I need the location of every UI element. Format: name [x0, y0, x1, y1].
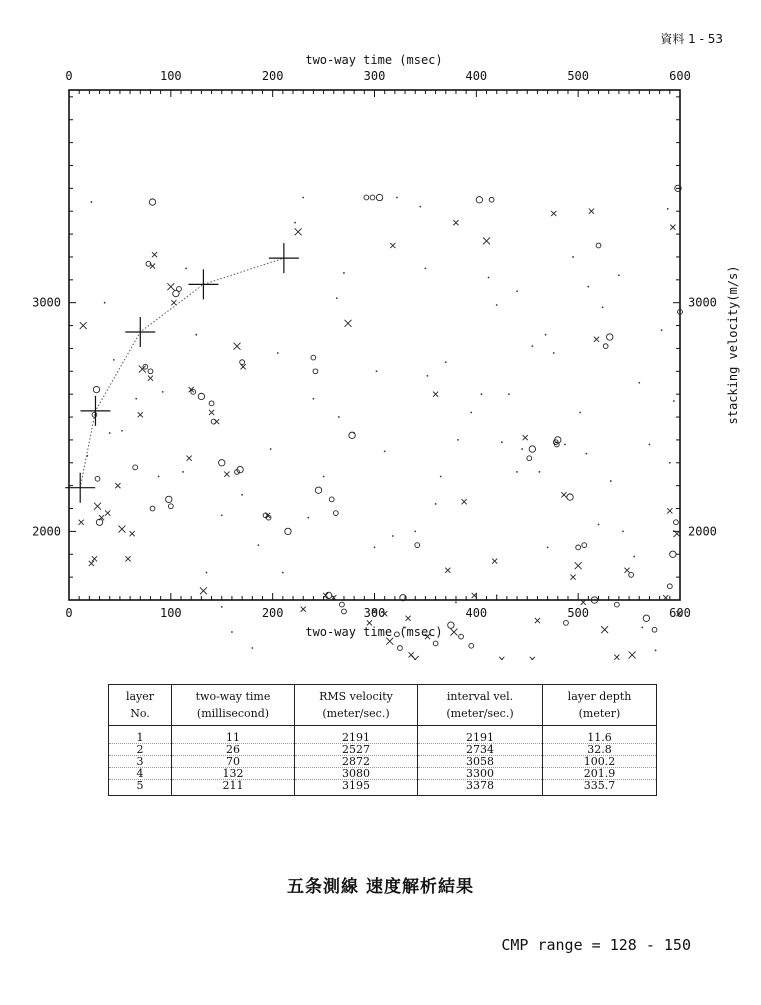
semblance-dot-point [667, 208, 669, 210]
table-row [109, 744, 657, 756]
semblance-circle-point [148, 369, 153, 374]
semblance-cross-point [80, 322, 87, 329]
semblance-circle-point [376, 194, 382, 200]
table-cell: 70 [172, 756, 295, 768]
x-tick-label-top: 200 [261, 69, 284, 83]
x-axis-label-bottom: two-way time (msec) [305, 625, 443, 639]
semblance-dot-point [633, 556, 635, 558]
semblance-dot-point [496, 595, 498, 597]
table-cell: 2191 [418, 726, 543, 744]
semblance-dot-point [231, 631, 233, 633]
table-cell: 26 [172, 744, 295, 756]
semblance-circle-point [329, 497, 334, 502]
semblance-dot-point [158, 476, 160, 478]
semblance-circle-point [433, 641, 438, 646]
x-tick-label-bottom: 600 [669, 606, 691, 620]
table-cell: 132 [172, 768, 295, 780]
semblance-cross-point [148, 376, 153, 381]
x-tick-label-bottom: 100 [159, 606, 182, 620]
semblance-dot-point [661, 329, 663, 331]
semblance-dot-point [294, 222, 296, 224]
semblance-circle-point [614, 602, 619, 607]
x-tick-label-top: 500 [567, 69, 590, 83]
header-interval-velocity: interval vel. (meter/sec.) [418, 685, 543, 726]
semblance-cross-point [594, 337, 599, 342]
semblance-dot-point [641, 627, 643, 629]
semblance-cross-point [167, 283, 174, 290]
semblance-dot-point [336, 297, 338, 299]
semblance-cross-point [561, 492, 566, 497]
semblance-dot-point [669, 462, 671, 464]
table-row [109, 780, 657, 796]
semblance-dot-point [622, 530, 624, 532]
table-cell: 335.7 [543, 780, 657, 796]
semblance-dot-point [579, 412, 581, 414]
semblance-dot-point [440, 476, 442, 478]
cmp-range-label: CMP range = 128 - 150 [501, 936, 691, 954]
semblance-cross-point [589, 209, 594, 214]
semblance-cross-point [115, 483, 120, 488]
picked-velocity-marker [188, 269, 218, 299]
semblance-dot-point [121, 430, 123, 432]
semblance-dot-point [376, 370, 378, 372]
semblance-dot-point [425, 267, 427, 269]
semblance-dot-point [353, 432, 355, 434]
semblance-dot-point [638, 382, 640, 384]
semblance-circle-point [150, 506, 155, 511]
table-cell: 3 [109, 756, 172, 768]
semblance-dot-point [206, 572, 208, 574]
semblance-cross-point [301, 607, 306, 612]
semblance-dot-point [501, 441, 503, 443]
x-tick-label-top: 300 [363, 69, 386, 83]
table-cell: 201.9 [543, 768, 657, 780]
y-tick-label-left: 2000 [32, 524, 61, 539]
semblance-dot-point [445, 361, 447, 363]
semblance-dot-point [195, 334, 197, 336]
semblance-cross-point [92, 556, 97, 561]
semblance-circle-point [643, 615, 649, 621]
semblance-dot-point [481, 393, 483, 395]
table-cell: 100.2 [543, 756, 657, 768]
table-cell: 11.6 [543, 726, 657, 744]
semblance-cross-point [234, 343, 241, 350]
table-row [109, 726, 657, 744]
header-layer-depth: layer depth (meter) [543, 685, 657, 726]
semblance-circle-point [370, 195, 375, 200]
semblance-dot-point [521, 448, 523, 450]
table-cell: 3080 [295, 768, 418, 780]
semblance-dot-point [516, 290, 518, 292]
semblance-dot-point [488, 277, 490, 279]
semblance-cross-point [345, 320, 352, 327]
semblance-dot-point [618, 274, 620, 276]
table-cell: 2734 [418, 744, 543, 756]
semblance-dot-point [547, 546, 549, 548]
semblance-circle-point [240, 360, 245, 365]
semblance-cross-point [200, 587, 207, 594]
y-tick-label-right: 2000 [688, 524, 717, 539]
x-tick-label-top: 600 [669, 69, 691, 83]
semblance-circle-point [398, 646, 403, 651]
semblance-dot-point [313, 398, 315, 400]
semblance-circle-point [133, 465, 138, 470]
semblance-cross-point [295, 228, 302, 235]
semblance-circle-point [166, 496, 172, 502]
semblance-cross-point [535, 618, 540, 623]
semblance-cross-point [575, 562, 582, 569]
semblance-dot-point [323, 476, 325, 478]
semblance-dot-point [221, 514, 223, 516]
semblance-circle-point [607, 334, 613, 340]
semblance-cross-point [150, 263, 155, 268]
figure-caption: 五条測線 速度解析結果 [287, 877, 474, 897]
x-tick-label-bottom: 300 [363, 606, 386, 620]
semblance-dot-point [251, 647, 253, 649]
semblance-circle-point [219, 460, 225, 466]
semblance-cross-point [224, 472, 229, 477]
semblance-circle-point [315, 487, 321, 493]
picked-velocity-marker [80, 396, 110, 426]
table-header-row [109, 685, 657, 726]
semblance-dot-point [427, 375, 429, 377]
semblance-cross-point [152, 252, 157, 257]
semblance-circle-point [143, 364, 148, 369]
semblance-cross-point [453, 220, 458, 225]
semblance-dot-point [610, 480, 612, 482]
semblance-cross-point [214, 419, 219, 424]
semblance-dot-point [602, 306, 604, 308]
semblance-circle-point [576, 545, 581, 550]
table-cell: 2872 [295, 756, 418, 768]
semblance-dot-point [572, 256, 574, 258]
semblance-circle-point [582, 543, 587, 548]
table-cell: 3195 [295, 780, 418, 796]
x-axis-label-top: two-way time (msec) [305, 53, 443, 67]
table-cell: 211 [172, 780, 295, 796]
header-rms-velocity: RMS velocity (meter/sec.) [295, 685, 418, 726]
semblance-dot-point [564, 444, 566, 446]
semblance-cross-point [125, 556, 130, 561]
semblance-dot-point [470, 412, 472, 414]
semblance-circle-point [667, 584, 672, 589]
semblance-dot-point [162, 391, 164, 393]
semblance-cross-point [130, 531, 135, 536]
semblance-circle-point [469, 643, 474, 648]
semblance-circle-point [415, 543, 420, 548]
semblance-cross-point [629, 651, 636, 658]
semblance-cross-point [670, 225, 675, 230]
x-tick-label-bottom: 400 [465, 606, 488, 620]
table-cell: 11 [172, 726, 295, 744]
semblance-circle-point [596, 243, 601, 248]
semblance-dot-point [531, 345, 533, 347]
semblance-cross-point [187, 456, 192, 461]
table-cell: 2527 [295, 744, 418, 756]
semblance-cross-point [483, 237, 490, 244]
semblance-circle-point [567, 494, 573, 500]
semblance-dot-point [384, 450, 386, 452]
semblance-circle-point [364, 195, 369, 200]
semblance-cross-point [499, 657, 504, 660]
semblance-circle-point [629, 572, 634, 577]
semblance-circle-point [670, 551, 676, 557]
semblance-cross-point [241, 364, 246, 369]
table-cell: 32.8 [543, 744, 657, 756]
semblance-cross-point [89, 561, 94, 566]
semblance-dot-point [455, 601, 457, 603]
table-row [109, 756, 657, 768]
picked-velocity-marker [269, 243, 299, 273]
semblance-dot-point [221, 606, 223, 608]
semblance-dot-point [91, 201, 93, 203]
semblance-cross-point [492, 559, 497, 564]
y-tick-label-left: 3000 [32, 295, 61, 310]
semblance-dot-point [585, 453, 587, 455]
semblance-dot-point [396, 197, 398, 199]
semblance-cross-point [406, 616, 411, 621]
semblance-circle-point [448, 622, 454, 628]
semblance-cross-point [601, 626, 608, 633]
semblance-cross-point [624, 568, 629, 573]
picked-velocity-marker [125, 317, 155, 347]
x-tick-label-bottom: 200 [261, 606, 284, 620]
semblance-dot-point [553, 352, 555, 354]
semblance-dot-point [539, 471, 541, 473]
semblance-cross-point [462, 499, 467, 504]
x-tick-label-bottom: 0 [65, 606, 73, 620]
document-reference: 資料 1 - 53 [660, 32, 723, 46]
semblance-cross-point [171, 300, 176, 305]
semblance-cross-point [614, 655, 619, 660]
semblance-circle-point [527, 456, 532, 461]
semblance-circle-point [177, 287, 182, 292]
semblance-cross-point [667, 508, 672, 513]
semblance-dot-point [419, 206, 421, 208]
plot-frame [69, 90, 680, 600]
semblance-dot-point [598, 524, 600, 526]
x-tick-label-bottom: 500 [567, 606, 590, 620]
semblance-circle-point [489, 197, 494, 202]
table-cell: 4 [109, 768, 172, 780]
semblance-circle-point [674, 520, 679, 525]
x-tick-label-top: 400 [465, 69, 488, 83]
table-cell: 2 [109, 744, 172, 756]
semblance-dot-point [545, 334, 547, 336]
semblance-cross-point [450, 629, 457, 636]
semblance-cross-point [412, 656, 419, 660]
semblance-circle-point [476, 197, 482, 203]
semblance-circle-point [313, 369, 318, 374]
table-cell: 3378 [418, 780, 543, 796]
semblance-dot-point [270, 448, 272, 450]
semblance-dot-point [392, 535, 394, 537]
semblance-cross-point [551, 211, 556, 216]
y-tick-label-right: 3000 [688, 295, 717, 310]
semblance-circle-point [459, 634, 464, 639]
semblance-cross-point [390, 243, 395, 248]
semblance-dot-point [496, 304, 498, 306]
semblance-dot-point [457, 439, 459, 441]
semblance-circle-point [342, 609, 347, 614]
semblance-dot-point [508, 393, 510, 395]
semblance-dot-point [343, 272, 345, 274]
semblance-cross-point [209, 410, 214, 415]
semblance-dot-point [109, 432, 111, 434]
picked-velocity-line [80, 258, 284, 488]
table-cell: 3058 [418, 756, 543, 768]
semblance-dot-point [673, 400, 675, 402]
semblance-cross-point [94, 503, 101, 510]
semblance-circle-point [95, 476, 100, 481]
semblance-dot-point [277, 352, 279, 354]
semblance-dot-point [258, 544, 260, 546]
semblance-cross-point [138, 412, 143, 417]
semblance-dot-point [338, 416, 340, 418]
semblance-circle-point [311, 355, 316, 360]
semblance-dot-point [185, 267, 187, 269]
velocity-results-table [108, 684, 657, 796]
semblance-circle-point [603, 344, 608, 349]
x-tick-label-top: 0 [65, 69, 73, 83]
semblance-dot-point [113, 359, 115, 361]
semblance-cross-point [445, 568, 450, 573]
semblance-dot-point [414, 530, 416, 532]
semblance-circle-point [209, 401, 214, 406]
semblance-dot-point [104, 302, 106, 304]
table-cell: 1 [109, 726, 172, 744]
semblance-circle-point [198, 393, 204, 399]
semblance-dot-point [587, 286, 589, 288]
semblance-dot-point [435, 503, 437, 505]
semblance-dot-point [374, 546, 376, 548]
semblance-cross-point [530, 657, 535, 660]
semblance-dot-point [307, 517, 309, 519]
semblance-dot-point [516, 471, 518, 473]
semblance-cross-point [79, 520, 84, 525]
semblance-cross-point [105, 510, 110, 515]
table-row [109, 768, 657, 780]
semblance-dot-point [655, 649, 657, 651]
semblance-cross-point [433, 392, 438, 397]
semblance-dot-point [182, 471, 184, 473]
semblance-circle-point [333, 511, 338, 516]
semblance-dot-point [302, 197, 304, 199]
semblance-dot-point [241, 494, 243, 496]
semblance-circle-point [340, 602, 345, 607]
semblance-circle-point [285, 528, 291, 534]
header-layer: layer No. [109, 685, 172, 726]
table-cell: 2191 [295, 726, 418, 744]
semblance-circle-point [652, 627, 657, 632]
x-tick-label-top: 100 [159, 69, 182, 83]
semblance-circle-point [564, 620, 569, 625]
semblance-dot-point [649, 444, 651, 446]
semblance-circle-point [93, 386, 99, 392]
semblance-circle-point [529, 446, 535, 452]
semblance-circle-point [168, 504, 173, 509]
semblance-cross-point [523, 435, 528, 440]
header-two-way-time: two-way time (millisecond) [172, 685, 295, 726]
semblance-cross-point [118, 526, 125, 533]
table-cell: 5 [109, 780, 172, 796]
semblance-dot-point [135, 398, 137, 400]
semblance-cross-point [570, 575, 575, 580]
semblance-dot-point [282, 572, 284, 574]
table-cell: 3300 [418, 768, 543, 780]
y-axis-label: stacking velocity(m/s) [726, 265, 740, 425]
semblance-circle-point [149, 199, 155, 205]
